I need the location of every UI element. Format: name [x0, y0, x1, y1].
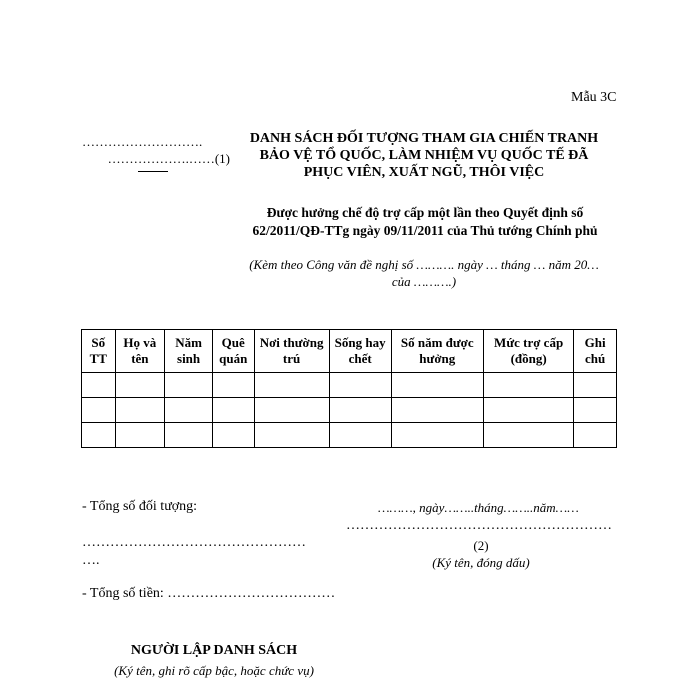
table-cell[interactable]: [165, 398, 213, 423]
col-header-allowance: Mức trợ cấp (đồng): [483, 330, 573, 373]
table-cell[interactable]: [329, 423, 391, 448]
subtitle-line-2: 62/2011/QĐ-TTg ngày 09/11/2011 của Thủ tướng Chính phủ: [252, 223, 598, 238]
table-cell[interactable]: [391, 423, 483, 448]
col-header-alive-or-dead: Sống hay chết: [329, 330, 391, 373]
table-cell[interactable]: [329, 398, 391, 423]
agency-line-1: ……………………….: [82, 134, 203, 149]
table-cell[interactable]: [82, 423, 116, 448]
table-cell[interactable]: [574, 373, 617, 398]
signature-note: (Ký tên, đóng dấu): [432, 555, 530, 570]
title-line-1: DANH SÁCH ĐỐI TƯỢNG THAM GIA CHIẾN TRANH: [249, 131, 599, 146]
beneficiary-table: [81, 329, 617, 448]
title-line-3: PHỤC VIÊN, XUẤT NGŨ, THÔI VIỆC: [303, 165, 545, 180]
table-cell[interactable]: [82, 398, 116, 423]
signature-ref: (2): [473, 538, 489, 553]
table-cell[interactable]: [115, 423, 165, 448]
col-header-years-eligible: Số năm được hưởng: [391, 330, 483, 373]
table-cell[interactable]: [115, 373, 165, 398]
total-money-label: - Tổng số tiền: ………………………………: [82, 586, 336, 601]
note-line-1: (Kèm theo Công văn đề nghị số ………. ngày … tháng … năm 20…: [249, 257, 599, 272]
col-header-residence: Nơi thường trú: [254, 330, 329, 373]
table-cell[interactable]: [82, 373, 116, 398]
table-cell[interactable]: [574, 423, 617, 448]
signature-date-line: ………, ngày……..tháng……..năm……: [378, 500, 579, 515]
attachment-note: [218, 256, 630, 290]
table-row: [82, 423, 617, 448]
table-row: [82, 398, 617, 423]
col-header-birth-year: Năm sinh: [165, 330, 213, 373]
col-header-notes: Ghi chú: [574, 330, 617, 373]
subtitle-line-1: Được hưởng chế độ trợ cấp một lần theo Quyết định số: [266, 205, 584, 220]
document-subtitle: [215, 204, 635, 240]
agency-line-2: ……………….……(1): [107, 151, 230, 166]
total-objects-label: - Tổng số đối tượng:: [82, 499, 198, 514]
table-cell[interactable]: [391, 398, 483, 423]
agency-block: [82, 133, 232, 172]
signature-dots: …………………………………………………: [346, 518, 612, 533]
preparer-title: NGƯỜI LẬP DANH SÁCH: [130, 643, 298, 658]
table-cell[interactable]: [212, 398, 254, 423]
table-cell[interactable]: [212, 423, 254, 448]
table-cell[interactable]: [483, 373, 573, 398]
table-header-row: [82, 330, 617, 373]
table-cell[interactable]: [483, 423, 573, 448]
table-cell[interactable]: [391, 373, 483, 398]
total-objects-dots: [82, 534, 342, 570]
agency-underline: [138, 171, 168, 172]
dots-line-1: …………………………………………: [82, 535, 306, 550]
table-cell[interactable]: [254, 373, 329, 398]
table-cell[interactable]: [165, 373, 213, 398]
col-header-hometown: Quê quán: [212, 330, 254, 373]
table-cell[interactable]: [115, 398, 165, 423]
table-cell[interactable]: [254, 423, 329, 448]
table-cell[interactable]: [329, 373, 391, 398]
title-line-2: BẢO VỆ TỔ QUỐC, LÀM NHIỆM VỤ QUỐC TẾ ĐÃ: [259, 148, 589, 163]
table-row: [82, 373, 617, 398]
table-cell[interactable]: [254, 398, 329, 423]
col-header-full-name: Họ và tên: [115, 330, 165, 373]
form-code: Mẫu 3C: [571, 90, 617, 105]
table-cell[interactable]: [165, 423, 213, 448]
table-cell[interactable]: [212, 373, 254, 398]
table-cell[interactable]: [483, 398, 573, 423]
table-cell[interactable]: [574, 398, 617, 423]
preparer-note: (Ký tên, ghi rõ cấp bậc, hoặc chức vụ): [114, 663, 314, 678]
document-title: [232, 130, 616, 181]
col-header-stt: Số TT: [82, 330, 116, 373]
note-line-2: của ……….): [391, 274, 457, 289]
dots-line-2: ….: [82, 553, 100, 568]
